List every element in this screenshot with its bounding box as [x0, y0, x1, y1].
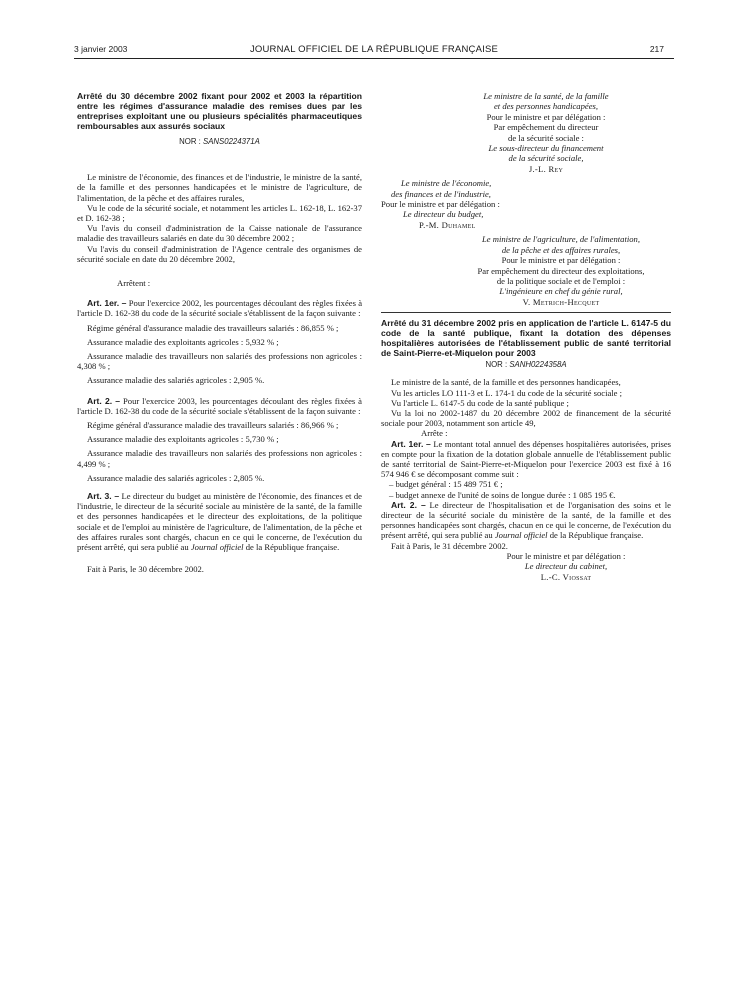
right-column	[381, 91, 671, 582]
sig-role: des finances et de l'industrie,	[391, 188, 491, 199]
signature-block-2	[381, 178, 561, 230]
sig-name: P.-M. Duhamel	[419, 219, 476, 230]
decree-2-article-1	[381, 439, 671, 480]
sig-role: Le ministre de la santé, de la famille	[483, 91, 609, 101]
article-text: Le directeur du budget au ministère de l'économie, des finances et de l'industrie, le directeur de la sécurité sociale au ministère de la santé, de la famille et des personnes handicapées et le directeur des exploitations, de la politique sociale et de l'emploi au ministère de l'agriculture, de l'alimentation, de la pêche et des affaires rurales sont chargés, chacun en ce qui le concerne, de l'exécution du présent arrêté, qui sera publié au	[77, 491, 362, 553]
decree-1-article-2-item: Assurance maladie des salariés agricoles : 2,805 %.	[87, 472, 265, 483]
nor-label: NOR :	[485, 360, 508, 370]
article-text: Pour l'exercice 2003, les pourcentages découlant des règles fixées à l'article D. 162-38 du code de la sécurité sociale s'établissent de la façon suivante :	[77, 395, 362, 416]
sig-role: de la pêche et des affaires rurales,	[501, 244, 621, 255]
sig-delegation: Pour le ministre et par délégation :	[486, 111, 606, 122]
decree-1-article-2-item: Assurance maladie des exploitants agricoles : 5,730 % ;	[87, 434, 279, 445]
sig-empechement: Par empêchement du directeur des exploitations,	[477, 265, 645, 276]
sig-delegation: Pour le ministre et par délégation :	[381, 199, 500, 210]
page-header	[0, 44, 748, 58]
decree-1-fait: Fait à Paris, le 30 décembre 2002.	[87, 564, 204, 575]
sig-empechement: Par empêchement du directeur	[493, 122, 599, 133]
decree-2-fait: Fait à Paris, le 31 décembre 2002.	[391, 540, 508, 551]
signature-block-1	[381, 91, 671, 174]
decree-1-nor	[77, 137, 362, 147]
article-text: Le montant total annuel des dépenses hospitalières autorisées, prises en compte pour la fixation de la dotation globale annuelle de l'établissement public de santé territorial de Saint-Pierre-et-Miquelon pour l'exercice 2003 est fixé à 16 574 946 € se décomposant comme suit :	[381, 438, 671, 480]
article-label: Art. 3. –	[87, 491, 120, 502]
decree-2-title: Arrêté du 31 décembre 2002 pris en application de l'article L. 6147-5 du code de la santé publique, fixant la dotation des dépenses hospitalières autorisées de l'établissement public de santé territorial de Saint-Pierre-et-Miquelon pour 2003	[381, 318, 671, 359]
nor-code: SANH0224358A	[509, 360, 567, 370]
sig-role: et des personnes handicapées,	[493, 101, 599, 112]
article-label: Art. 2. –	[87, 395, 121, 406]
article-text: Pour l'exercice 2002, les pourcentages découlant des règles fixées à l'article D. 162-38 du code de la sécurité sociale s'établissent de la façon suivante :	[77, 298, 363, 319]
decree-1-article-1-item: Régime général d'assurance maladie des travailleurs salariés : 86,855 % ;	[87, 322, 339, 333]
decree-2-vu-2: Vu l'article L. 6147-5 du code de la santé publique ;	[391, 397, 569, 408]
article-label: Art. 1er. –	[87, 298, 127, 309]
sig-empechement: de la sécurité sociale :	[508, 132, 584, 143]
decree-1-article-1-item: Assurance maladie des exploitants agricoles : 5,932 % ;	[87, 336, 279, 347]
sig-empechement: de la politique sociale et de l'emploi :	[496, 275, 626, 286]
section-separator	[381, 312, 671, 313]
signature-block-4	[381, 551, 671, 582]
sig-name: L.-C. Viossat	[540, 571, 592, 582]
article-text: Le directeur de l'hospitalisation et de l'organisation des soins et le directeur de la sécurité sociale du ministère de la santé, de la famille et des personnes handicapées sont chargés, chacun en ce qui le concerne, de l'exécution du présent arrêté, qui sera publié au	[381, 499, 671, 541]
decree-2-vu-3: Vu la loi no 2002-1487 du 20 décembre 2002 de financement de la sécurité sociale pour 2003, notamment son article 49,	[381, 407, 671, 429]
sig-name: V. Metrich-Hecquet	[522, 296, 600, 307]
sig-title: L'ingénieure en chef du génie rural,	[499, 286, 623, 297]
decree-1-article-3	[77, 491, 362, 552]
nor-label: NOR :	[179, 137, 201, 146]
left-column	[77, 91, 362, 575]
decree-1-article-1	[77, 298, 362, 318]
decree-1-arretent: Arrêtent :	[117, 278, 151, 289]
decree-1-title: Arrêté du 30 décembre 2002 fixant pour 2002 et 2003 la répartition entre les régimes d'assurance maladie des remises dues par les entreprises exploitant une ou plusieurs spécialités pharmaceutiques remboursables aux assurés sociaux	[77, 91, 362, 131]
decree-1-article-2-item: Assurance maladie des travailleurs non salariés des professions non agricoles : 4,499 % ;	[77, 448, 362, 469]
decree-2-article-2	[381, 500, 671, 541]
nor-code: SANS0224371A	[203, 137, 260, 146]
sig-title: Le sous-directeur du financement	[488, 143, 604, 154]
decree-1-intro: Le ministre de l'économie, des finances et de l'industrie, le ministre de la santé, de la famille et des personnes handicapées et le ministre de l'agriculture, de l'alimentation, de la pêche et des affaires rurales,	[77, 172, 362, 203]
decree-2-article-1-item: – budget général : 15 489 751 € ;	[389, 479, 503, 490]
sig-title: de la sécurité sociale,	[508, 153, 584, 164]
decree-1-vu-1: Vu le code de la sécurité sociale, et notamment les articles L. 162-18, L. 162-37 et D. 162-38 ;	[77, 202, 362, 224]
sig-name: J.-L. Rey	[528, 163, 564, 174]
decree-1-article-2	[77, 396, 362, 416]
decree-2-article-1-item: – budget annexe de l'unité de soins de longue durée : 1 085 195 €.	[389, 489, 616, 500]
sig-title: Le directeur du cabinet,	[524, 561, 608, 572]
article-label: Art. 2. –	[391, 499, 426, 510]
decree-2-nor	[381, 360, 671, 370]
article-text-end: de la République française.	[245, 542, 340, 553]
decree-2-arrete: Arrête :	[421, 428, 448, 439]
sig-delegation: Pour le ministre et par délégation :	[501, 255, 621, 266]
decree-2-vu-1: Vu les articles LO 111-3 et L. 174-1 du code de la sécurité sociale ;	[391, 387, 623, 398]
sig-role: Le ministre de l'économie,	[401, 178, 492, 189]
sig-role: Le ministre de l'agriculture, de l'alimentation,	[482, 234, 640, 245]
decree-2-intro: Le ministre de la santé, de la famille et des personnes handicapées,	[391, 377, 621, 388]
decree-1-vu-3: Vu l'avis du conseil d'administration de l'Agence centrale des organismes de sécurité sociale en date du 20 décembre 2002,	[77, 243, 362, 264]
decree-1-vu-2: Vu l'avis du conseil d'administration de la Caisse nationale de l'assurance maladie des travailleurs salariés en date du 30 décembre 2002 ;	[77, 223, 362, 244]
header-title: JOURNAL OFFICIEL DE LA RÉPUBLIQUE FRANÇAISE	[249, 44, 499, 55]
journal-officiel: Journal officiel	[494, 530, 548, 541]
article-text-end: de la République française.	[549, 530, 644, 541]
sig-delegation: Pour le ministre et par délégation :	[506, 550, 626, 561]
decree-1-article-1-item: Assurance maladie des salariés agricoles : 2,905 %.	[87, 375, 265, 386]
header-date: 3 janvier 2003	[74, 44, 128, 54]
signature-block-3	[381, 234, 671, 307]
article-label: Art. 1er. –	[391, 438, 431, 449]
decree-1-article-2-item: Régime général d'assurance maladie des travailleurs salariés : 86,966 % ;	[87, 420, 339, 431]
page-number: 217	[649, 44, 664, 54]
sig-title: Le directeur du budget,	[403, 209, 484, 220]
journal-officiel: Journal officiel	[190, 542, 244, 553]
header-rule	[74, 58, 674, 59]
decree-1-article-1-item: Assurance maladie des travailleurs non salariés des professions non agricoles : 4,308 % ;	[77, 351, 362, 372]
